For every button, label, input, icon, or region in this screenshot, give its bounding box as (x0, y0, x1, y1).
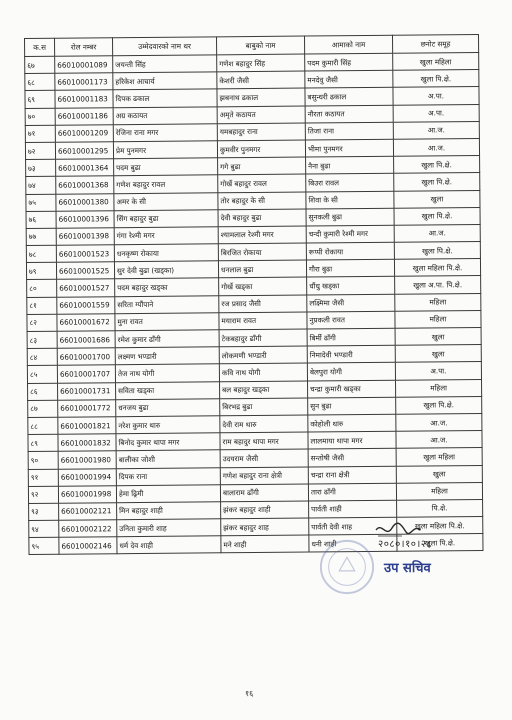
cell-serial: ७० (25, 108, 55, 125)
cell-mother-name: लक्ष्मिमा जैसी (307, 294, 395, 312)
cell-father-name: गणेश बहादुर राना क्षेत्री (220, 467, 308, 485)
cell-father-name: गगे बुढा (218, 157, 306, 175)
cell-serial: ८२ (27, 314, 57, 331)
cell-selection-group: खुला (396, 465, 482, 483)
cell-roll-number: 66010001559 (57, 296, 115, 314)
cell-mother-name: नैना बुढा (306, 156, 394, 174)
cell-selection-group: आ.ज. (394, 224, 480, 242)
header-selection-group: छनोट समूह (392, 35, 478, 54)
cell-candidate-name: सुर देवी बुढा (खड्का) (114, 261, 218, 279)
header-father-name: बाबुको नाम (216, 36, 304, 55)
cell-serial: ८६ (28, 383, 58, 400)
cell-roll-number: 66010001368 (56, 176, 114, 194)
cell-candidate-name: हरिकेश आचार्य (113, 72, 217, 90)
cell-roll-number: 66010001731 (58, 382, 116, 400)
cell-selection-group: अ.पा. (395, 362, 481, 380)
cell-selection-group: आ.ज. (396, 413, 482, 431)
cell-mother-name: निमादेवी भण्डारी (307, 345, 395, 363)
cell-selection-group: खुला महिला पि.क्षे. (397, 517, 483, 535)
cell-father-name: झंकर बहादुर शाही (221, 501, 309, 519)
cell-father-name: गोर्खे बहादुर रावल (218, 174, 306, 192)
cell-mother-name: गौरा बुढा (306, 260, 394, 278)
cell-roll-number: 66010001209 (55, 124, 113, 142)
cell-roll-number: 66010001994 (58, 468, 116, 486)
cell-father-name: अमृते कठायत (217, 106, 305, 124)
cell-mother-name: मनदेवु जैसी (305, 70, 393, 88)
cell-candidate-name: पदम बहादुर खड्का (115, 278, 219, 296)
cell-father-name: केशरी जैसी (217, 71, 305, 89)
cell-candidate-name: सिंग बहादुर बुढा (114, 210, 218, 228)
cell-candidate-name: तेज नाथ योगी (115, 364, 219, 382)
cell-mother-name: सुनकली बुढा (306, 208, 394, 226)
cell-candidate-name: रमेश कुमार ढाँगी (115, 330, 219, 348)
cell-serial: ८० (27, 280, 57, 297)
cell-mother-name: पार्वती शाही (309, 500, 397, 518)
cell-serial: ९४ (29, 520, 59, 537)
cell-candidate-name: दिपक राना (116, 467, 220, 485)
cell-candidate-name: नरेश कुमार थारु (116, 416, 220, 434)
cell-mother-name: चन्दी कुमारी रेश्मी मगर (306, 225, 394, 243)
cell-roll-number: 66010001821 (58, 417, 116, 435)
cell-selection-group: खुला महिला पि.क्षे. (394, 259, 480, 277)
cell-selection-group: खुला (395, 345, 481, 363)
cell-serial: ६९ (25, 91, 55, 108)
cell-father-name: मने शाही (221, 535, 309, 553)
cell-candidate-name: अग्र कठायत (113, 106, 217, 124)
cell-serial: ९१ (28, 469, 58, 486)
cell-mother-name: रूप्पी रोकाया (306, 242, 394, 260)
cell-father-name: धनलाल बुढा (218, 260, 306, 278)
cell-selection-group: महिला (395, 310, 481, 328)
cell-candidate-name: धनजय बुढा (116, 399, 220, 417)
cell-roll-number: 66010001183 (55, 90, 113, 108)
cell-mother-name: धौंधु खड्का (307, 277, 395, 295)
cell-candidate-name: गणेश बहादुर रावल (114, 175, 218, 193)
cell-mother-name: चन्द्रा राना क्षेत्री (308, 466, 396, 484)
cell-serial: ८८ (28, 417, 58, 434)
cell-father-name: बालाराम ढाँगी (220, 484, 308, 502)
cell-selection-group: महिला (396, 482, 482, 500)
cell-selection-group: अ.पा. (393, 87, 479, 105)
cell-father-name: बल बहादुर खड्का (220, 381, 308, 399)
cell-roll-number: 66010001173 (55, 73, 113, 91)
cell-father-name: देवी राम थारु (220, 415, 308, 433)
cell-father-name: उदयराम जैसी (220, 449, 308, 467)
header-roll-number: रोल नम्बर (55, 38, 113, 57)
cell-serial: ७७ (26, 228, 56, 245)
cell-candidate-name: सविता खड्का (116, 381, 220, 399)
cell-father-name: टेकबहादुर ढाँगी (219, 329, 307, 347)
cell-candidate-name: मुना रावत (115, 313, 219, 331)
cell-candidate-name: लक्ष्मण भण्डारी (115, 347, 219, 365)
cell-selection-group: खुला पि.क्षे. (396, 396, 482, 414)
cell-roll-number: 66010001089 (55, 56, 113, 74)
cell-mother-name: बसुन्धरी ढकाल (305, 88, 393, 106)
cell-roll-number: 66010001523 (56, 245, 114, 263)
page-number: १६ (245, 689, 254, 698)
cell-father-name: मयाराम रावत (219, 312, 307, 330)
cell-serial: ९० (28, 452, 58, 469)
cell-serial: ८५ (27, 366, 57, 383)
cell-selection-group: खुला पि.क्षे. (394, 207, 480, 225)
cell-roll-number: 66010001998 (58, 485, 116, 503)
cell-father-name: श्यामलाल रेश्मी मगर (218, 226, 306, 244)
cell-candidate-name: हेमा ढ्रिमी (116, 484, 220, 502)
cell-father-name: यमबहादुर राना (217, 123, 305, 141)
cell-mother-name: बिउरा रावल (306, 174, 394, 192)
cell-selection-group: खुला पि.क्षे. (397, 534, 483, 552)
cell-candidate-name: सरिता ग्यौंपाने (115, 295, 219, 313)
cell-mother-name: कोहोली थारु (308, 414, 396, 432)
cell-father-name: कुमवीर पुनमगर (217, 140, 305, 158)
cell-roll-number: 66010001700 (57, 348, 115, 366)
candidate-results-table (24, 34, 483, 555)
cell-selection-group: खुला पि.क्षे. (394, 242, 480, 260)
cell-father-name: झबनाथ ढकाल (217, 88, 305, 106)
cell-mother-name: पदम कुमारी सिंह (305, 53, 393, 71)
cell-roll-number: 66010001527 (57, 279, 115, 297)
cell-roll-number: 66010001980 (58, 451, 116, 469)
cell-serial: ८७ (28, 400, 58, 417)
cell-serial: ७८ (26, 245, 56, 262)
cell-selection-group: आ.ज. (393, 121, 479, 139)
cell-mother-name: लालमाया थापा मगर (308, 431, 396, 449)
cell-mother-name: भीमा पुनमगर (305, 139, 393, 157)
cell-selection-group: खुला महिला (393, 53, 479, 71)
cell-selection-group: आ.ज. (393, 138, 479, 156)
cell-serial: ६८ (25, 73, 55, 90)
cell-father-name: गोर्खे खड्का (219, 277, 307, 295)
cell-candidate-name: रेजिना राना मगर (113, 124, 217, 142)
cell-roll-number: 66010001772 (58, 399, 116, 417)
cell-mother-name: पार्वती देवी शाह (309, 517, 397, 535)
cell-candidate-name: उनिता कुमारी शाह (117, 519, 221, 537)
cell-father-name: बिरजित रोकाया (218, 243, 306, 261)
cell-candidate-name: धनकृष्ण रोकाया (114, 244, 218, 262)
cell-serial: ६७ (25, 56, 55, 73)
header-candidate-name: उम्मेदवारको नाम थर (113, 37, 217, 56)
cell-roll-number: 66010001364 (56, 159, 114, 177)
cell-mother-name: नौरता कठायत (305, 105, 393, 123)
cell-mother-name: नुप्रकली रावत (307, 311, 395, 329)
cell-selection-group: खुला पि.क्षे. (393, 70, 479, 88)
cell-mother-name: चन्द्रा कुमारी खड्का (308, 380, 396, 398)
cell-mother-name: सन्तोषी जैसी (308, 449, 396, 467)
cell-candidate-name: प्रेम पुनमगर (113, 141, 217, 159)
cell-selection-group: महिला (395, 379, 481, 397)
cell-serial: ७१ (25, 125, 55, 142)
cell-father-name: गणेश बहादुर सिंह (217, 54, 305, 72)
cell-roll-number: 66010001380 (56, 193, 114, 211)
cell-candidate-name: जयन्ती सिंह (113, 55, 217, 73)
cell-selection-group: खुला (395, 328, 481, 346)
cell-serial: ७२ (25, 142, 55, 159)
cell-serial: ८४ (27, 348, 57, 365)
cell-selection-group: पि.क्षे. (397, 499, 483, 517)
cell-selection-group: खुला (394, 190, 480, 208)
cell-roll-number: 66010002122 (59, 520, 117, 538)
cell-selection-group: खुला महिला (396, 448, 482, 466)
cell-father-name: देवी बहादुर बुढा (218, 209, 306, 227)
cell-father-name: तोर बहादुर के सी (218, 192, 306, 210)
cell-serial: ८३ (27, 331, 57, 348)
cell-serial: ८१ (27, 297, 57, 314)
cell-roll-number: 66010001398 (56, 228, 114, 246)
signatory-title-stamp: उप सचिव (384, 561, 431, 576)
cell-father-name: रज प्रसाद जैसी (219, 295, 307, 313)
cell-mother-name: सुन बुढा (308, 397, 396, 415)
cell-selection-group: खुला पि.क्षे. (394, 156, 480, 174)
cell-serial: ७३ (26, 159, 56, 176)
cell-candidate-name: बिनोद कुमार थापा मगर (116, 433, 220, 451)
cell-roll-number: 66010001186 (55, 107, 113, 125)
cell-father-name: राम बहादुर थापा मगर (220, 432, 308, 450)
cell-candidate-name: पदम बुढा (114, 158, 218, 176)
cell-selection-group: खुला अ.पा. पि.क्षे. (395, 276, 481, 294)
cell-roll-number: 66010001295 (55, 142, 113, 160)
cell-candidate-name: अमर के सी (114, 192, 218, 210)
cell-mother-name: बिर्मी ढाँगी (307, 328, 395, 346)
cell-roll-number: 66010001396 (56, 210, 114, 228)
cell-candidate-name: गंगा रेश्मी मगर (114, 227, 218, 245)
cell-selection-group: महिला (395, 293, 481, 311)
cell-roll-number: 66010001525 (56, 262, 114, 280)
cell-serial: ९२ (28, 486, 58, 503)
cell-mother-name: बेलपुरा योगी (307, 363, 395, 381)
cell-serial: ८९ (28, 434, 58, 451)
header-serial: क.स (25, 38, 55, 56)
cell-father-name: बिरभद्र बुढा (220, 398, 308, 416)
cell-serial: ९३ (29, 503, 59, 520)
cell-roll-number: 66010001707 (57, 365, 115, 383)
cell-serial: ७४ (26, 177, 56, 194)
office-stamp-icon (318, 538, 376, 596)
cell-serial: ९५ (29, 537, 59, 554)
cell-serial: ७९ (26, 262, 56, 279)
cell-mother-name: तारा ढाँगी (308, 483, 396, 501)
cell-serial: ७६ (26, 211, 56, 228)
cell-roll-number: 66010001832 (58, 434, 116, 452)
cell-selection-group: आ.ज. (396, 431, 482, 449)
signature-date: २०८०।१०।२८ (378, 539, 433, 550)
cell-candidate-name: धर्म देव शाही (117, 536, 221, 554)
cell-selection-group: अ.पा. (393, 104, 479, 122)
cell-selection-group: खुला पि.क्षे. (394, 173, 480, 191)
cell-serial: ७५ (26, 194, 56, 211)
cell-roll-number: 66010001672 (57, 314, 115, 332)
cell-father-name: लोकमणी भण्डारी (219, 346, 307, 364)
cell-candidate-name: मिन बहादुर शाही (117, 502, 221, 520)
cell-mother-name: शिवा के सी (306, 191, 394, 209)
cell-candidate-name: बालीका जोशी (116, 450, 220, 468)
cell-roll-number: 66010002121 (59, 503, 117, 521)
cell-roll-number: 66010002146 (59, 537, 117, 555)
cell-mother-name: धनी शाही (309, 535, 397, 553)
cell-candidate-name: दिपक ढकाल (113, 89, 217, 107)
header-mother-name: आमाको नाम (304, 35, 392, 54)
cell-father-name: झंकर बहादुर शाह (221, 518, 309, 536)
cell-mother-name: तिजा राना (305, 122, 393, 140)
cell-father-name: कवि नाथ योगी (219, 363, 307, 381)
cell-roll-number: 66010001686 (57, 331, 115, 349)
